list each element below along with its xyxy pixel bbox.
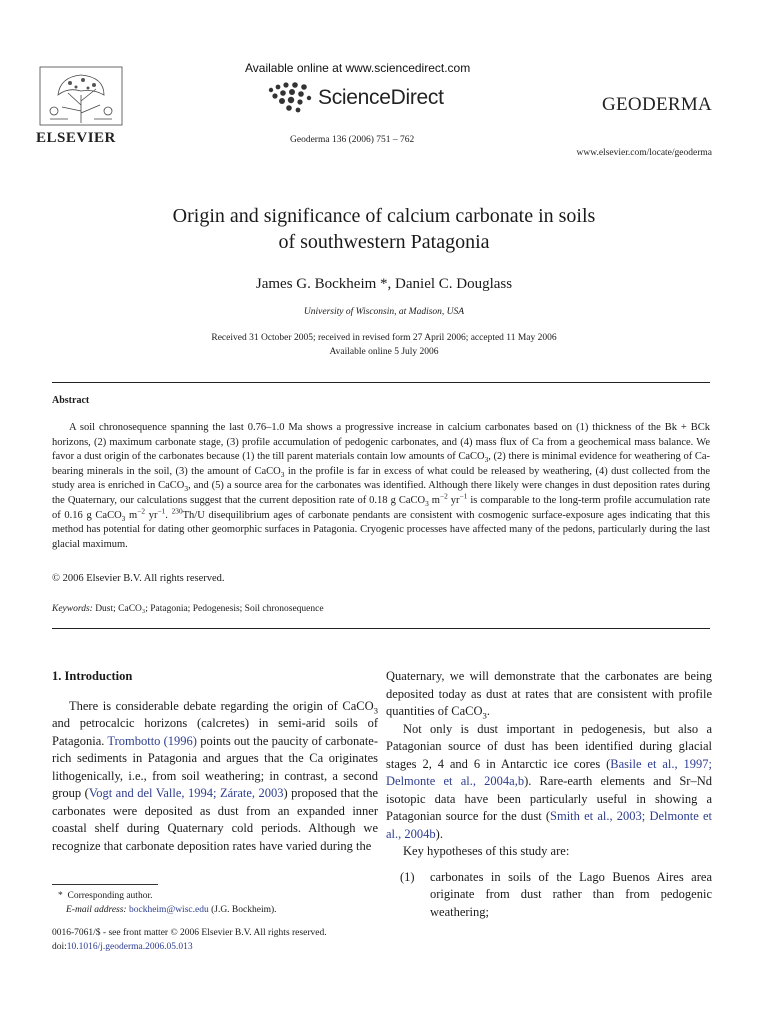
citation-link[interactable]: Vogt and del Valle, 1994; Zárate, 2003 xyxy=(88,786,284,800)
article-dates xyxy=(60,331,708,359)
left-column xyxy=(52,668,378,855)
list-number: (1) xyxy=(400,869,415,884)
elsevier-tree-icon xyxy=(38,65,124,127)
list-text: carbonates in soils of the Lago Buenos Aires area originate from dust rather than from pedogenic weathering; xyxy=(430,869,712,919)
intro-paragraph: Key hypotheses of this study are: xyxy=(403,844,570,858)
email-suffix: (J.G. Bockheim). xyxy=(211,905,277,915)
intro-paragraph: There is considerable debate regarding the origin of CaCO$_3$ and petrocalcic horizons (calcretes) in semi-arid soils of Patagonia. Trombotto (1996) points out the paucity of carbonate-rich sediments in Patagonia and argues that the Ca originates lithogenically, i.e., from soil weathering; in contrast, a second group (Vogt and del Valle, 1994; Zárate, 2003) proposed that the carbonates were deposited as dust from an expanded inner coastal shelf during Quaternary cold periods. Although we recognize that carbonate deposition rates have varied during the xyxy=(52,698,378,853)
email-label: E-mail address: xyxy=(66,905,127,915)
affiliation: University of Wisconsin, at Madison, USA xyxy=(303,307,465,317)
email-line xyxy=(52,903,277,917)
keywords-label: Keywords: xyxy=(52,604,93,614)
citation-link[interactable]: Smith et al., 2003; Delmonte et al., 2004b xyxy=(386,809,712,841)
footnote-rule xyxy=(52,884,158,885)
intro-paragraph-cont: Quaternary, we will demonstrate that the carbonates are being deposited today as dust at rates that are consistent with profile quantities of CaCO$_3$. xyxy=(386,669,712,721)
elsevier-wordmark: ELSEVIER xyxy=(36,130,116,146)
abstract-text: A soil chronosequence spanning the last 0.76–1.0 Ma shows a progressive increase in calcium carbonates based on (1) thickness of the Bk + BCk horizons, (2) maximum carbonate stage, (3) profile accumulation of pedogenic carbonates, and (4) mass flux of Ca from a geochemical mass balance. We favor a dust origin of the carbonates because (1) the till parent materials contain low amounts of CaCO$_3$, (2) there is minimal evidence for weathering of Ca-bearing minerals in the soil, (3) the amount of CaCO$_3$ in the profile is far in excess of what could be released by weathering, (4) dust collected from the study area is enriched in CaCO$_3$, and (5) a source area for the carbonates was identified. Although there likely were changes in dust deposition rates during the Quaternary, our calculations suggest that the current deposition rate of 0.18 g CaCO$_3$ $m^{-2}$ $yr^{-1}$ is comparable to the long-term profile accumulation rate of 0.16 g CaCO$_3$ $m^{-2}$ $yr^{-1}$. $^{230}$Th/U disequilibrium ages of carbonate pendants are consistent with cosmogenic surface-exposure ages indicating that this method has potential for dating other geomorphic surfaces in Patagonia. Cryogenic processes have affected many of the pedons, particularly during the last glacial maximum. xyxy=(52,422,711,550)
keywords xyxy=(52,604,324,614)
title-line-1: Origin and significance of calcium carbonate in soils xyxy=(172,205,596,227)
list-item xyxy=(386,869,712,922)
citation-link[interactable]: Trombotto (1996) xyxy=(107,733,197,748)
doi-line xyxy=(52,940,327,954)
hypotheses-list xyxy=(386,869,712,922)
corresponding-author xyxy=(52,889,277,903)
available-online-text: Available online at www.sciencedirect.com xyxy=(245,61,471,75)
sciencedirect-wordmark: ScienceDirect xyxy=(318,86,444,109)
citation-link[interactable]: Basile et al., 1997; Delmonte et al., 2004a,b xyxy=(386,756,712,788)
abstract-heading: Abstract xyxy=(52,395,90,406)
section-heading: 1. Introduction xyxy=(52,669,133,683)
intro-paragraph: Not only is dust important in pedogenesis, but also a Patagonian source of dust has been identified during glacial stages 2, 4 and 6 in Antarctic ice cores (Basile et al., 1997; Delmonte et al., 2004a,b). Rare-earth elements and Sr–Nd isotopic data have been particularly useful in showing a Patagonian source for the dust (Smith et al., 2003; Delmonte et al., 2004b). xyxy=(386,721,712,841)
doi-link[interactable]: 10.1016/j.geoderma.2006.05.013 xyxy=(66,942,193,952)
article-title xyxy=(60,203,708,255)
journal-citation: Geoderma 136 (2006) 751 – 762 xyxy=(290,135,415,145)
journal-url[interactable]: www.elsevier.com/locate/geoderma xyxy=(576,148,712,158)
authors: James G. Bockheim *, Daniel C. Douglass xyxy=(255,276,513,292)
abstract-copyright: © 2006 Elsevier B.V. All rights reserved. xyxy=(52,573,225,584)
footnote xyxy=(52,889,277,917)
received-dates: Received 31 October 2005; received in revised form 27 April 2006; accepted 11 May 2006 xyxy=(211,333,557,343)
issn-line: 0016-7061/$ - see front matter © 2006 Elsevier B.V. All rights reserved. xyxy=(52,928,327,938)
page-footer xyxy=(52,926,327,954)
footnote-text: Corresponding author. xyxy=(67,891,153,901)
doi-label: doi: xyxy=(52,942,67,952)
divider xyxy=(52,382,710,383)
title-line-2: of southwestern Patagonia xyxy=(278,231,490,253)
divider xyxy=(52,628,710,629)
right-column xyxy=(386,668,712,921)
keywords-list: Dust; CaCO₃; Patagonia; Pedogenesis; Soil chronosequence xyxy=(95,604,324,614)
journal-logo: GEODERMA xyxy=(602,94,713,115)
available-date: Available online 5 July 2006 xyxy=(329,347,439,357)
footnote-marker: * xyxy=(58,891,63,901)
email-link[interactable]: bockheim@wisc.edu xyxy=(128,905,209,915)
